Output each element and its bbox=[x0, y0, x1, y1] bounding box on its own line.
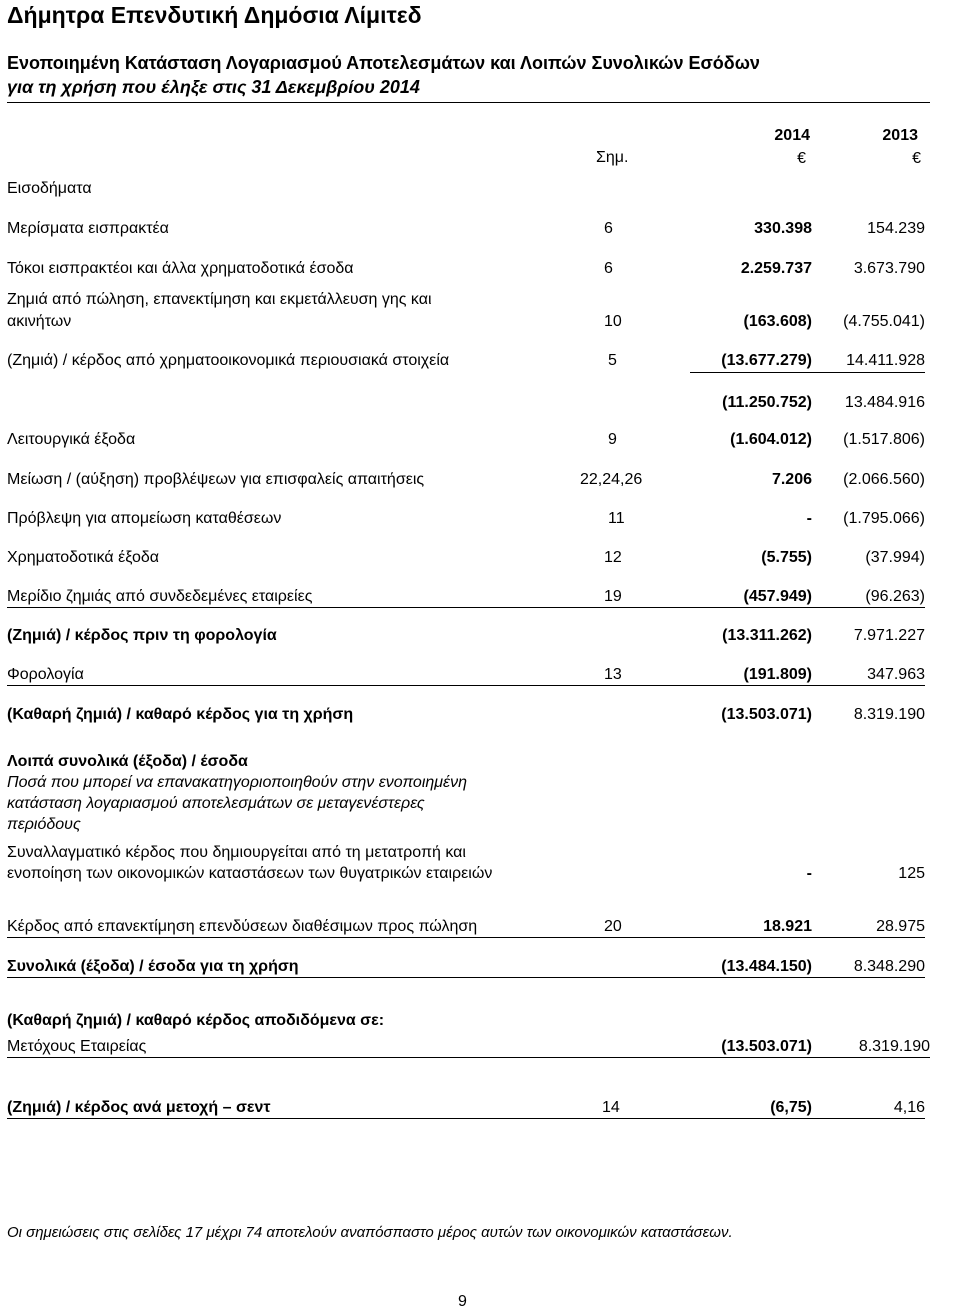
currency-2014: € bbox=[797, 150, 806, 167]
row-rule bbox=[7, 1118, 925, 1119]
row-value-2014: (13.503.071) bbox=[721, 706, 812, 723]
oci-heading: Λοιπά συνολικά (έξοδα) / έσοδα bbox=[7, 753, 248, 770]
oci-note-line: κατάσταση λογαριασμού αποτελεσμάτων σε μεταγενέστερες bbox=[7, 795, 425, 812]
row-label-continued: ακινήτων bbox=[7, 313, 72, 330]
note-column-header: Σημ. bbox=[596, 149, 629, 166]
row-value-2014: (5.755) bbox=[761, 549, 812, 566]
fx-value-2013: 125 bbox=[898, 865, 925, 882]
total-comprehensive-2013: 8.348.290 bbox=[853, 958, 925, 975]
row-label: Πρόβλεψη για απομείωση καταθέσεων bbox=[7, 510, 282, 527]
row-note: 6 bbox=[604, 220, 613, 237]
statement-title: Ενοποιημένη Κατάσταση Λογαριασμού Αποτελεσμάτων και Λοιπών Συνολικών Εσόδων bbox=[7, 53, 760, 73]
row-value-2013: 347.963 bbox=[867, 666, 925, 683]
row-value-2013: (37.994) bbox=[865, 549, 925, 566]
row-label: Μερίδιο ζημιάς από συνδεδεμένες εταιρείες bbox=[7, 588, 313, 605]
row-label: Χρηματοδοτικά έξοδα bbox=[7, 549, 160, 566]
row-label: Φορολογία bbox=[7, 666, 84, 683]
row-note: 9 bbox=[608, 431, 617, 448]
row-value-2014: (191.809) bbox=[743, 666, 812, 683]
row-value-2013: 8.319.190 bbox=[853, 706, 925, 723]
year-2014-header: 2014 bbox=[774, 127, 810, 144]
row-value-2013: (4.755.041) bbox=[843, 313, 925, 330]
owners-label: Μετόχους Εταιρείας bbox=[7, 1038, 147, 1055]
row-rule bbox=[7, 977, 925, 978]
reval-note: 20 bbox=[604, 918, 622, 935]
row-value-2014: (163.608) bbox=[743, 313, 812, 330]
row-rule bbox=[7, 607, 925, 608]
row-label: Μερίσματα εισπρακτέα bbox=[7, 220, 169, 237]
row-note: 5 bbox=[608, 352, 617, 369]
row-value-2014: 2.259.737 bbox=[740, 260, 812, 277]
title-rule bbox=[7, 102, 930, 103]
fx-label: Συναλλαγματικό κέρδος που δημιουργείται από τη μετατροπή και bbox=[7, 844, 466, 861]
row-value-2013: 154.239 bbox=[867, 220, 925, 237]
row-rule bbox=[7, 1057, 930, 1058]
oci-note-line: Ποσά που μπορεί να επανακατηγοριοποιηθούν στην ενοποιημένη bbox=[7, 774, 467, 791]
row-note: 12 bbox=[604, 549, 622, 566]
reval-label: Κέρδος από επανεκτίμηση επενδύσεων διαθέσιμων προς πώληση bbox=[7, 918, 478, 935]
total-comprehensive-label: Συνολικά (έξοδα) / έσοδα για τη χρήση bbox=[7, 958, 299, 975]
oci-note-line: περιόδους bbox=[7, 816, 81, 833]
subtotal-rule-2013 bbox=[810, 372, 925, 373]
row-value-2013: (2.066.560) bbox=[843, 471, 925, 488]
reval-value-2013: 28.975 bbox=[876, 918, 925, 935]
row-value-2014: - bbox=[806, 510, 812, 527]
footer-note: Οι σημειώσεις στις σελίδες 17 μέχρι 74 αποτελούν αναπόσπαστο μέρος αυτών των οικονομικών καταστάσεων. bbox=[7, 1224, 733, 1241]
row-value-2014: 330.398 bbox=[754, 220, 812, 237]
row-value-2013: (1.517.806) bbox=[843, 431, 925, 448]
reval-value-2014: 18.921 bbox=[763, 918, 812, 935]
row-rule bbox=[7, 685, 925, 686]
row-value-2014: (1.604.012) bbox=[730, 431, 812, 448]
row-value-2013: (96.263) bbox=[865, 588, 925, 605]
row-value-2013: 7.971.227 bbox=[853, 627, 925, 644]
owners-value-2013: 8.319.190 bbox=[858, 1038, 930, 1055]
row-label: (Ζημιά) / κέρδος πριν τη φορολογία bbox=[7, 627, 277, 644]
row-note: 13 bbox=[604, 666, 622, 683]
eps-note: 14 bbox=[602, 1099, 620, 1116]
row-note: 6 bbox=[604, 260, 613, 277]
fx-label-continued: ενοποίηση των οικονομικών καταστάσεων των θυγατρικών εταιρειών bbox=[7, 865, 493, 882]
eps-label: (Ζημιά) / κέρδος ανά μετοχή – σεντ bbox=[7, 1099, 271, 1116]
row-value-2013: 14.411.928 bbox=[846, 352, 925, 369]
section-income: Εισοδήματα bbox=[7, 180, 92, 197]
row-value-2013: 3.673.790 bbox=[853, 260, 925, 277]
page-number: 9 bbox=[458, 1293, 467, 1310]
owners-value-2014: (13.503.071) bbox=[721, 1038, 812, 1055]
row-value-2014: (13.677.279) bbox=[721, 352, 812, 369]
eps-value-2013: 4,16 bbox=[893, 1099, 925, 1116]
company-name: Δήμητρα Επενδυτική Δημόσια Λίμιτεδ bbox=[7, 2, 422, 28]
year-2013-header: 2013 bbox=[882, 127, 918, 144]
subtotal-rule-2014 bbox=[690, 372, 812, 373]
fx-value-2014: - bbox=[806, 865, 812, 882]
row-value-2014: 7.206 bbox=[771, 471, 812, 488]
row-value-2013: (1.795.066) bbox=[843, 510, 925, 527]
currency-2013: € bbox=[912, 150, 921, 167]
row-note: 22,24,26 bbox=[580, 471, 643, 488]
row-label: (Καθαρή ζημιά) / καθαρό κέρδος για τη χρήση bbox=[7, 706, 354, 723]
statement-period: για τη χρήση που έληξε στις 31 Δεκεμβρίου 2014 bbox=[7, 77, 420, 97]
row-label: Ζημιά από πώληση, επανεκτίμηση και εκμετάλλευση γης και bbox=[7, 291, 432, 308]
total-comprehensive-2014: (13.484.150) bbox=[721, 958, 812, 975]
row-label: (Ζημιά) / κέρδος από χρηματοοικονομικά περιουσιακά στοιχεία bbox=[7, 352, 450, 369]
row-note: 10 bbox=[604, 313, 622, 330]
subtotal-value-2014: (11.250.752) bbox=[722, 394, 812, 411]
row-label: Μείωση / (αύξηση) προβλέψεων για επισφαλείς απαιτήσεις bbox=[7, 471, 425, 488]
attrib-heading: (Καθαρή ζημιά) / καθαρό κέρδος αποδιδόμενα σε: bbox=[7, 1012, 385, 1029]
row-value-2014: (13.311.262) bbox=[722, 627, 812, 644]
row-note: 19 bbox=[604, 588, 622, 605]
eps-value-2014: (6,75) bbox=[770, 1099, 812, 1116]
row-label: Τόκοι εισπρακτέοι και άλλα χρηματοδοτικά έσοδα bbox=[7, 260, 354, 277]
row-note: 11 bbox=[608, 510, 625, 527]
row-value-2014: (457.949) bbox=[743, 588, 812, 605]
row-label: Λειτουργικά έξοδα bbox=[7, 431, 136, 448]
subtotal-value-2013: 13.484.916 bbox=[844, 394, 925, 411]
row-rule bbox=[7, 937, 925, 938]
